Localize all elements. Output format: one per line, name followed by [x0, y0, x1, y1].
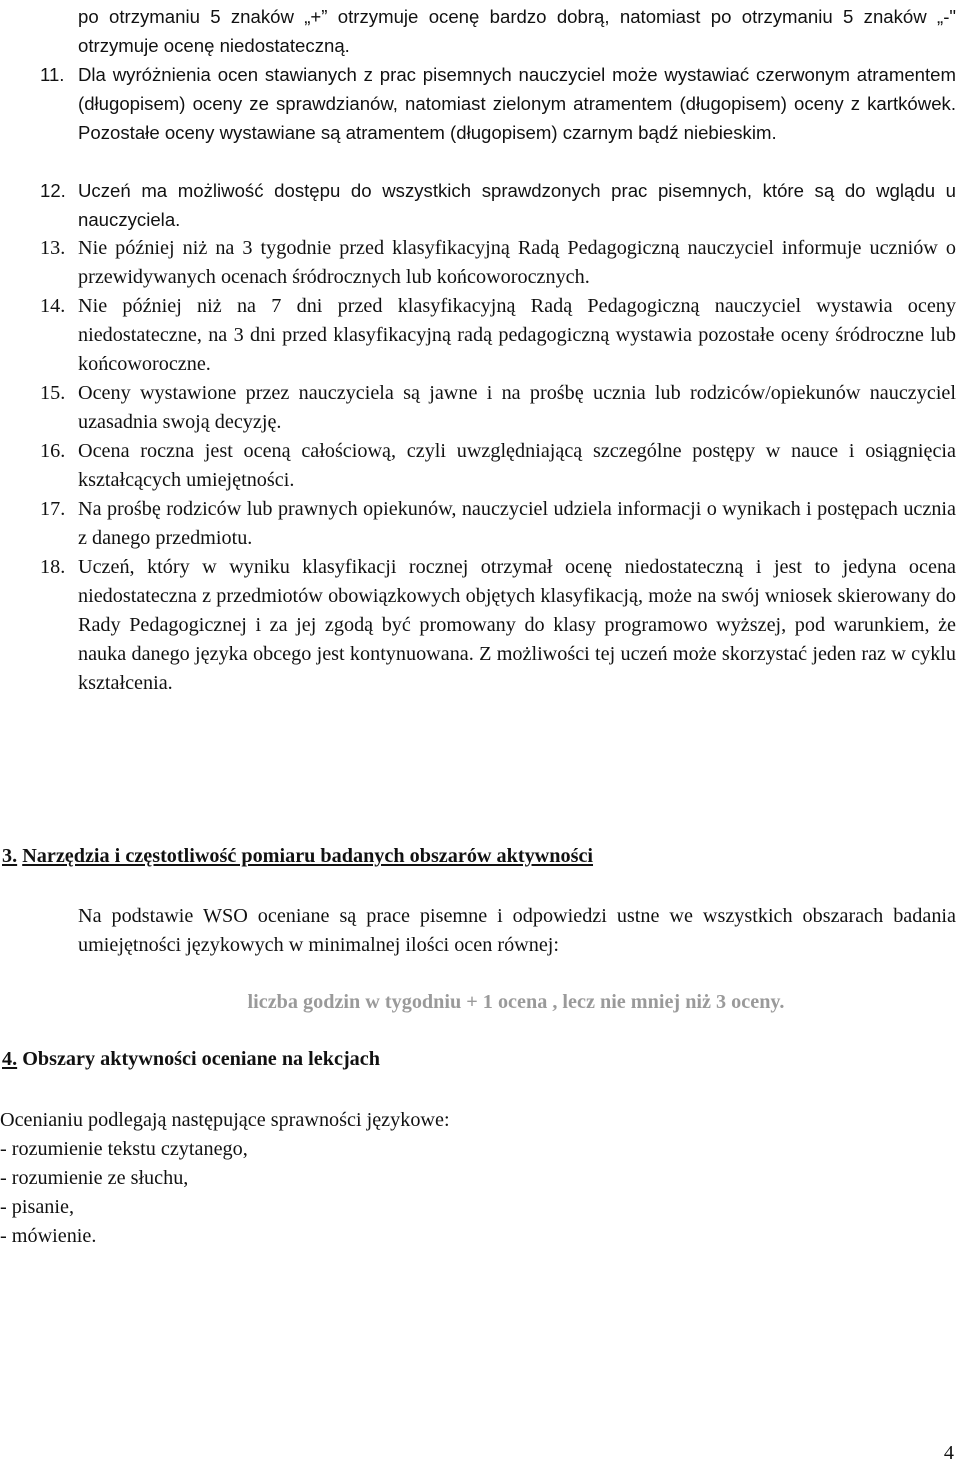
rule-number: 12. [40, 180, 66, 201]
minimum-grades-formula: liczba godzin w tygodniu + 1 ocena , lecz nie mniej niż 3 oceny. [247, 991, 785, 1013]
rule-text: Dla wyróżnienia ocen stawianych z prac pisemnych nauczyciel może wystawiać czerwonym atramentem (długopisem) oceny ze sprawdzianów, natomiast zielonym atramentem (długopisem) oceny z kartkówek. Pozostałe oceny wystawiane są atramentem (długopisem) czarnym bądź niebieskim. [78, 64, 956, 143]
rule-number: 11. [40, 64, 65, 85]
rule-text: Nie później niż na 3 tygodnie przed klasyfikacyjną Radą Pedagogiczną nauczyciel informuje uczniów o przewidywanych ocenach śródrocznych lub końcoworocznych. [78, 237, 956, 288]
rule-number: 18. [40, 556, 66, 578]
rule-text: Uczeń ma możliwość dostępu do wszystkich sprawdzonych prac pisemnych, które są do wglądu u nauczyciela. [78, 180, 956, 230]
rule-number: 13. [40, 237, 66, 259]
section-3-heading [2, 845, 593, 868]
rule-text: Oceny wystawione przez nauczyciela są jawne i na prośbę ucznia lub rodziców/opiekunów nauczyciel uzasadnia swoją decyzję. [78, 382, 956, 433]
rule-text: Na prośbę rodziców lub prawnych opiekunów, nauczyciel udziela informacji o wynikach i postępach ucznia z danego przedmiotu. [78, 498, 956, 549]
rule-number: 14. [40, 295, 66, 317]
rule-continuation-text: po otrzymaniu 5 znaków „+” otrzymuje ocenę bardzo dobrą, natomiast po otrzymaniu 5 znaków „-" otrzymuje ocenę niedostateczną. [78, 6, 956, 56]
section-4-heading [2, 1048, 380, 1071]
skill-list-item: - pisanie, [0, 1196, 74, 1218]
rule-number: 15. [40, 382, 66, 404]
rule-number: 16. [40, 440, 66, 462]
skill-list-item: - rozumienie tekstu czytanego, [0, 1138, 248, 1160]
page-number: 4 [943, 1442, 954, 1464]
section-3-paragraph: Na podstawie WSO oceniane są prace pisemne i odpowiedzi ustne we wszystkich obszarach badania umiejętności językowych w minimalnej ilości ocen równej: [78, 905, 956, 956]
skill-list-item: - rozumienie ze słuchu, [0, 1167, 189, 1189]
rule-number: 17. [40, 498, 66, 520]
rule-text: Uczeń, który w wyniku klasyfikacji rocznej otrzymał ocenę niedostateczną i jest to jedyna ocena niedostateczna z przedmiotów obowiązkowych objętych klasyfikacją, może na swój wniosek skierowany do Rady Pedagogicznej i za jej zgodą być promowany do klasy programowo wyższej, pod warunkiem, że nauka danego języka obcego jest kontynuowana. Z możliwości tej uczeń może skorzystać jeden raz w cyklu kształcenia. [78, 556, 956, 694]
section-4-title: Obszary aktywności oceniane na lekcjach [22, 1048, 380, 1070]
skill-list-item: - mówienie. [0, 1225, 97, 1247]
section-3-title: Narzędzia i częstotliwość pomiaru badanych obszarów aktywności [22, 845, 594, 867]
section-3-number: 3. [2, 845, 18, 867]
rule-text: Nie później niż na 7 dni przed klasyfikacyjną Radą Pedagogiczną nauczyciel wystawia oceny niedostateczne, na 3 dni przed klasyfikacyjną radą pedagogiczną wystawia pozostałe oceny śródroczne lub końcoworoczne. [78, 295, 956, 375]
section-4-intro: Ocenianiu podlegają następujące sprawności językowe: [0, 1109, 450, 1131]
section-4-number: 4. [2, 1048, 18, 1070]
rule-text: Ocena roczna jest oceną całościową, czyli uwzględniającą szczególne postępy w nauce i osiągnięcia kształcących umiejętności. [78, 440, 956, 491]
